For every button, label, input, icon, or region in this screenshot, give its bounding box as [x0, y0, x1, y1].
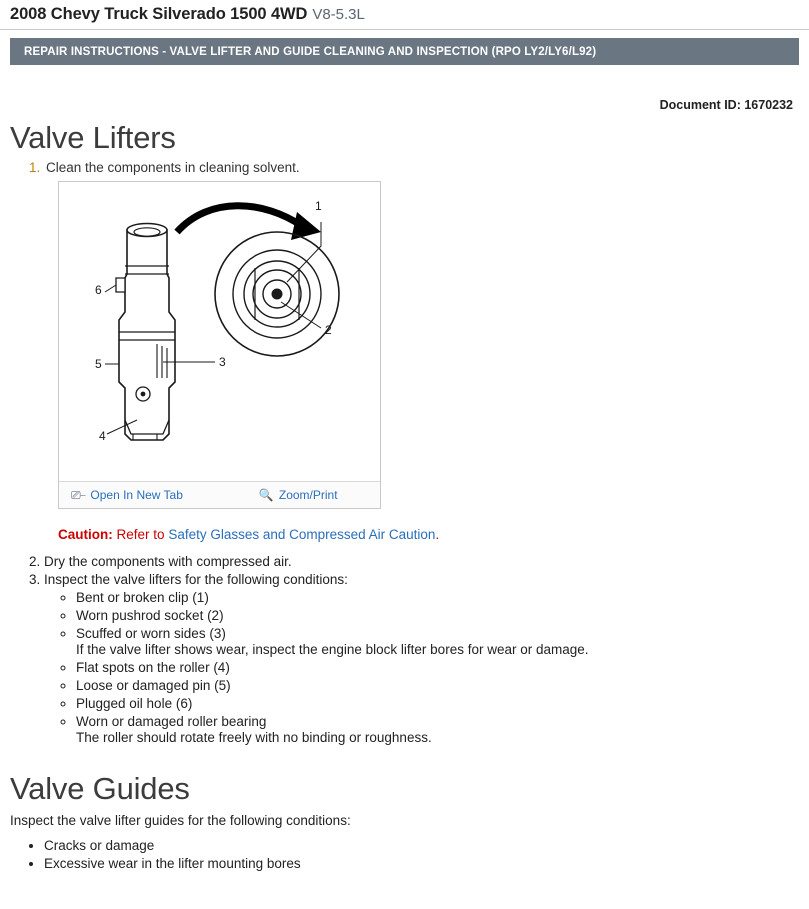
valve-lifters-step-list-start	[10, 160, 799, 175]
zoom-print-label: Zoom/Print	[278, 488, 338, 502]
magnifier-icon: 🔍	[258, 488, 274, 502]
valve-lifters-step-list	[10, 554, 799, 745]
valve-guides-lead: Inspect the valve lifter guides for the following conditions:	[10, 813, 351, 828]
list-item: 1. Clean the components in cleaning solvent.	[44, 160, 799, 175]
list-item	[76, 714, 799, 745]
document-content	[0, 98, 809, 871]
condition-text: Scuffed or worn sides (3)	[76, 626, 226, 641]
valve-lifter-diagram	[59, 182, 380, 482]
document-id: Document ID: 1670232	[659, 98, 793, 112]
figure-toolbar	[59, 481, 380, 508]
vehicle-title: 2008 Chevy Truck Silverado 1500 4WD	[10, 5, 308, 23]
callout-4: 4	[99, 429, 106, 443]
zoom-print-button[interactable]	[259, 488, 338, 502]
list-item	[76, 608, 799, 623]
open-in-new-tab-label: Open In New Tab	[90, 488, 183, 502]
list-item: • Excessive wear in the lifter mounting bores	[44, 856, 799, 871]
page-title-valve-guides: Valve Guides	[10, 771, 190, 806]
vehicle-header	[0, 0, 809, 30]
callout-1: 1	[315, 199, 322, 213]
callout-2: 2	[325, 323, 332, 337]
callout-3: 3	[219, 355, 226, 369]
list-item-label: Inspect the valve lifters for the following conditions:	[44, 572, 348, 587]
condition-text: Loose or damaged pin (5)	[76, 678, 231, 693]
condition-text: Worn pushrod socket (2)	[76, 608, 224, 623]
list-item	[44, 572, 799, 745]
list-item	[76, 590, 799, 605]
document-title-text: REPAIR INSTRUCTIONS - VALVE LIFTER AND GUIDE CLEANING AND INSPECTION (RPO LY2/LY6/L92)	[24, 45, 597, 58]
caution-notice	[58, 527, 799, 542]
valve-guides-conditions-list	[10, 838, 799, 871]
condition-text: Plugged oil hole (6)	[76, 696, 193, 711]
caution-suffix: .	[435, 527, 440, 542]
list-item	[76, 696, 799, 711]
document-title-bar	[10, 38, 799, 65]
condition-note: If the valve lifter shows wear, inspect the engine block lifter bores for wear or damage.	[76, 642, 589, 657]
list-item	[76, 626, 799, 657]
page-title-valve-lifters: Valve Lifters	[10, 120, 176, 155]
condition-text: Worn or damaged roller bearing	[76, 714, 267, 729]
callout-6: 6	[95, 283, 102, 297]
open-in-new-tab-icon: ⎚⎯	[71, 488, 86, 502]
valve-lifter-figure	[58, 181, 381, 509]
condition-text: Flat spots on the roller (4)	[76, 660, 230, 675]
inspection-conditions-list	[44, 590, 799, 745]
vehicle-engine: V8-5.3L	[312, 6, 365, 23]
caution-link[interactable]: Safety Glasses and Compressed Air Caution	[168, 527, 436, 542]
caution-prefix: Refer to	[116, 527, 165, 542]
list-item: 2. Dry the components with compressed air.	[44, 554, 799, 569]
list-item	[76, 660, 799, 675]
callout-5: 5	[95, 357, 102, 371]
condition-text: Bent or broken clip (1)	[76, 590, 209, 605]
caution-label: Caution:	[58, 527, 113, 542]
open-in-new-tab-button[interactable]	[71, 488, 183, 502]
figure-wrapper	[58, 181, 799, 509]
condition-note: The roller should rotate freely with no binding or roughness.	[76, 730, 432, 745]
list-item	[76, 678, 799, 693]
list-item: • Cracks or damage	[44, 838, 799, 853]
